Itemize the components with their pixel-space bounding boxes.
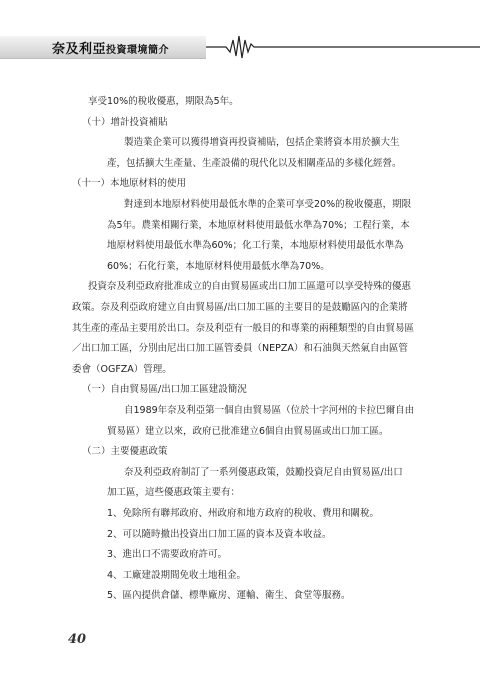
body-line: 為5年。農業相關行業，本地原材料使用最低水準為70%；工程行業，本 (107, 219, 410, 231)
body-line: 其生產的產品主要用於出口。奈及利亞有一般目的和專業的兩種類型的自由貿易區 (72, 322, 415, 334)
header-title-main: 奈及利亞 (52, 42, 107, 57)
section-heading: （一）自由貿易區/出口加工區建設簡況 (82, 384, 247, 396)
body-line: 製造業企業可以獲得增資再投資補貼，包括企業將資本用於擴大生 (124, 137, 400, 149)
body-line: 對達到本地原材料使用最低水準的企業可享受20%的稅收優惠，期限 (124, 199, 412, 210)
body-line: 政策。奈及利亞政府建立自由貿易區/出口加工區的主要目的是鼓勵區內的企業將 (72, 302, 408, 313)
header-title-sub: 投資環境簡介 (106, 45, 170, 56)
list-item: 3、進出口不需要政府許可。 (107, 549, 228, 561)
body-line: ／出口加工區，分別由尼出口加工區管委員（NEPZA）和石油與天然氣自由區管 (72, 343, 408, 355)
body-line: 60%；石化行業，本地原材料使用最低水準為70%。 (107, 260, 330, 272)
body-line: 自1989年奈及利亞第一個自由貿易區（位於十字河州的卡拉巴爾自由 (124, 405, 415, 416)
section-heading: （二）主要優惠政策 (82, 446, 168, 458)
body-line: 貿易區）建立以來，政府已批准建立6個自由貿易區或出口加工區。 (107, 425, 389, 437)
page-number: 40 (68, 632, 87, 647)
body-line: 加工區，這些優惠政策主要有： (107, 487, 241, 499)
list-item: 4、工廠建設期間免收土地租金。 (107, 569, 247, 581)
list-item: 2、可以隨時撤出投資出口加工區的資本及資本收益。 (107, 528, 332, 540)
section-heading: （十）增計投資補貼 (82, 116, 168, 128)
body-line: 奈及利亞政府制訂了一系列優惠政策，鼓勵投資尼自由貿易區/出口 (124, 466, 403, 478)
body-line: 享受10%的稅收優惠，期限為5年。 (88, 96, 239, 107)
body-line: 地原材料使用最低水準為60%；化工行業，本地原材料使用最低水準為 (107, 240, 404, 252)
list-item: 5、區內提供倉儲、標準廠房、運輸、衛生、食堂等服務。 (107, 590, 351, 602)
list-item: 1、免除所有聯邦政府、州政府和地方政府的稅收、費用和關稅。 (107, 508, 380, 519)
body-line: 投資奈及利亞政府批准成立的自由貿易區或出口加工區還可以享受特殊的優惠 (88, 281, 412, 293)
section-heading: （十一）本地原材料的使用 (72, 178, 187, 190)
body-line: 產，包括擴大生產量、生產設備的現代化以及相關產品的多樣化經營。 (107, 157, 402, 169)
body-line: 委會（OGFZA）管理。 (72, 363, 172, 375)
